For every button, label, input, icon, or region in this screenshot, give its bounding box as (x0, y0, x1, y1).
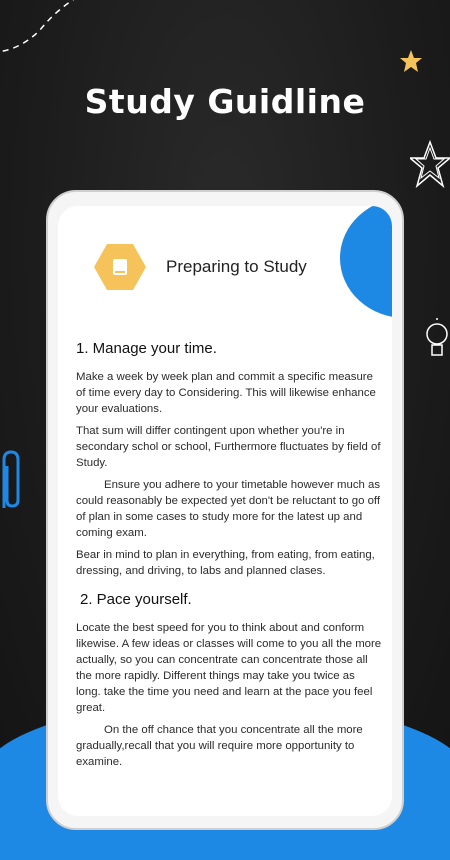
corner-accent-circle (340, 206, 392, 318)
section-heading: 2. Pace yourself. (80, 591, 192, 608)
book-icon (113, 259, 127, 275)
paragraph: On the off chance that you concentrate all the more gradually,recall that you will require more opportunity to examine. (76, 724, 363, 768)
lesson-content[interactable] (76, 340, 382, 776)
paragraph: Ensure you adhere to your timetable however much as could reasonably be expected yet don't be reluctant to go off of plan in some cases to study more for the latest up and coming exam. (76, 479, 381, 539)
paragraph: Bear in mind to plan in everything, from eating, from eating, dressing, and driving, to labs and planned clases. (76, 549, 375, 577)
lightbulb-icon (424, 318, 450, 366)
sketch-star-icon (410, 140, 450, 190)
page-headline: Study Guidline (84, 82, 366, 121)
paragraph: Make a week by week plan and commit a specific measure of time every day to Considering. This will likewise enhance your evaluations. (76, 371, 376, 415)
star-icon (398, 48, 424, 74)
paperclip-icon (0, 448, 22, 518)
lesson-title: Preparing to Study (166, 257, 307, 276)
lesson-header (94, 244, 307, 290)
dashed-circle-doodle (0, 0, 110, 70)
phone-screen[interactable] (58, 206, 392, 816)
hexagon-badge (94, 244, 146, 290)
section-heading: 1. Manage your time. (76, 340, 217, 357)
paragraph: Locate the best speed for you to think about and conform likewise. A few ideas or classes will come to you all the more actually, so you can concentrate can concentrate those all the more rapidly. Different things may take you twice as long. take the time you need and learn at the pace you feel great. (76, 622, 382, 714)
paragraph: That sum will differ contingent upon whether you're in secondary schol or school, Furthermore fluctuates by field of Study. (76, 425, 381, 469)
